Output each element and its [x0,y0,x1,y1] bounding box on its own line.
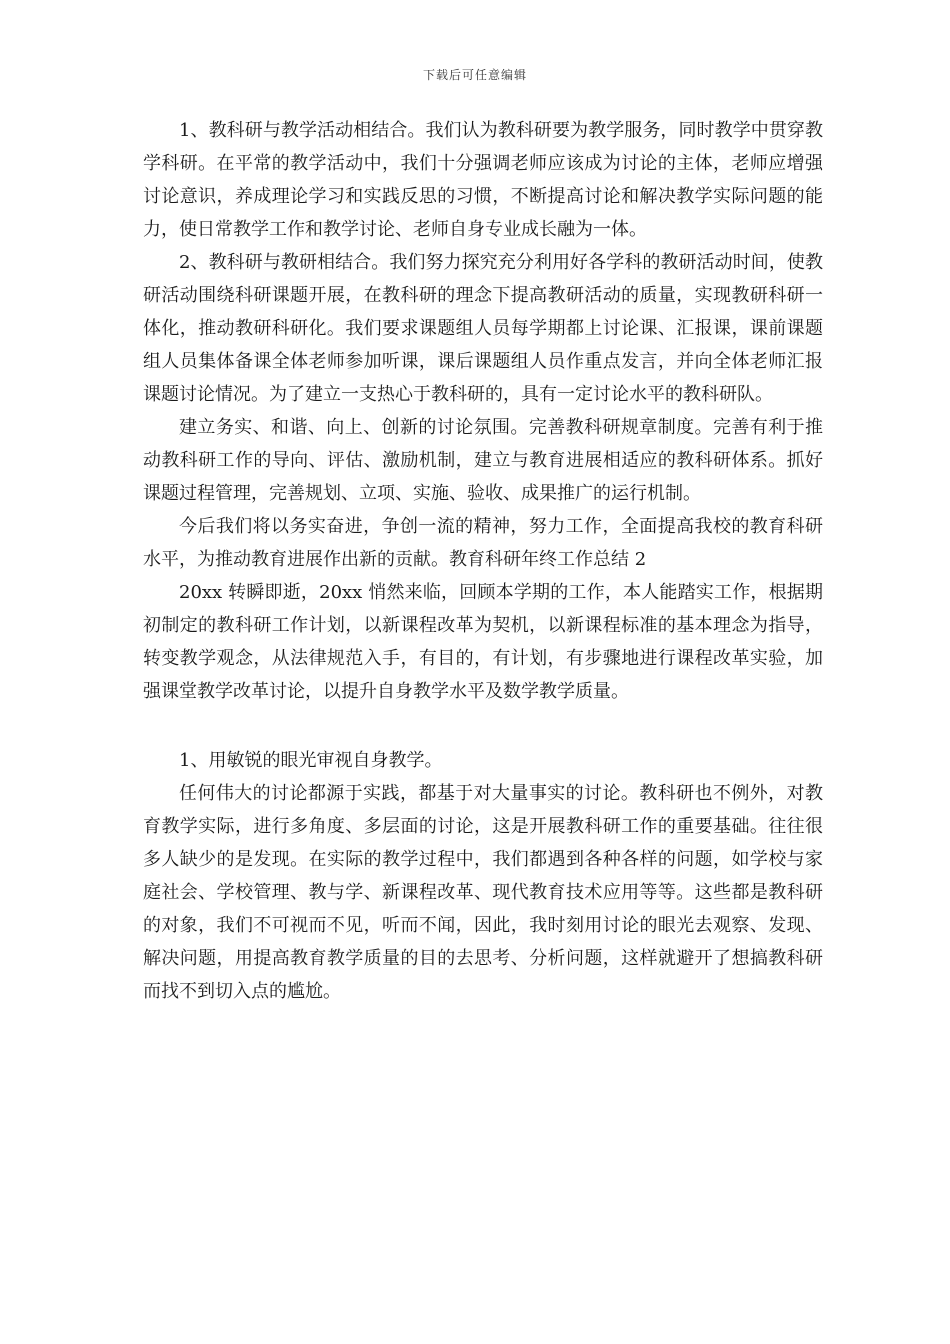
paragraph-4: 今后我们将以务实奋进，争创一流的精神，努力工作，全面提高我校的教育科研水平，为推动教育进展作出新的贡献。教育科研年终工作总结 2 [143,516,823,570]
header-note: 下载后可任意编辑 [422,68,527,82]
paragraph-1: 1、教科研与教学活动相结合。我们认为教科研要为教学服务，同时教学中贯穿教学科研。在平常的教学活动中，我们十分强调老师应该成为讨论的主体，老师应增强讨论意识，养成理论学习和实践反思的习惯，不断提高讨论和解决教学实际问题的能力，使日常教学工作和教学讨论、老师自身专业成长融为一体。 [143,120,823,240]
paragraph-spacer [143,708,823,744]
document-body [143,114,823,1008]
section-heading: 1、用敏锐的眼光审视自身教学。 [179,750,443,771]
paragraph-6: 任何伟大的讨论都源于实践，都基于对大量事实的讨论。教科研也不例外，对教育教学实际，进行多角度、多层面的讨论，这是开展教科研工作的重要基础。往往很多人缺少的是发现。在实际的教学过程中，我们都遇到各种各样的问题，如学校与家庭社会、学校管理、教与学、新课程改革、现代教育技术应用等等。这些都是教科研的对象，我们不可视而不见，听而不闻，因此，我时刻用讨论的眼光去观察、发现、解决问题，用提高教育教学质量的目的去思考、分析问题，这样就避开了想搞教科研而找不到切入点的尴尬。 [143,783,823,1002]
paragraph-3: 建立务实、和谐、向上、创新的讨论氛围。完善教科研规章制度。完善有利于推动教科研工作的导向、评估、激励机制，建立与教育进展相适应的教科研体系。抓好课题过程管理，完善规划、立项、实施、验收、成果推广的运行机制。 [143,417,823,504]
paragraph-5: 20xx 转瞬即逝，20xx 悄然来临，回顾本学期的工作，本人能踏实工作，根据期初制定的教科研工作计划，以新课程改革为契机，以新课程标准的基本理念为指导，转变教学观念，从法律规范入手，有目的，有计划，有步骤地进行课程改革实验，加强课堂教学改革讨论，以提升自身教学水平及数学教学质量。 [143,582,823,702]
paragraph-2: 2、教科研与教研相结合。我们努力探究充分利用好各学科的教研活动时间，使教研活动围绕科研课题开展，在教科研的理念下提高教研活动的质量，实现教研科研一体化，推动教研科研化。我们要求课题组人员每学期都上讨论课、汇报课，课前课题组人员集体备课全体老师参加听课，课后课题组人员作重点发言，并向全体老师汇报课题讨论情况。为了建立一支热心于教科研的，具有一定讨论水平的教科研队。 [143,252,823,405]
